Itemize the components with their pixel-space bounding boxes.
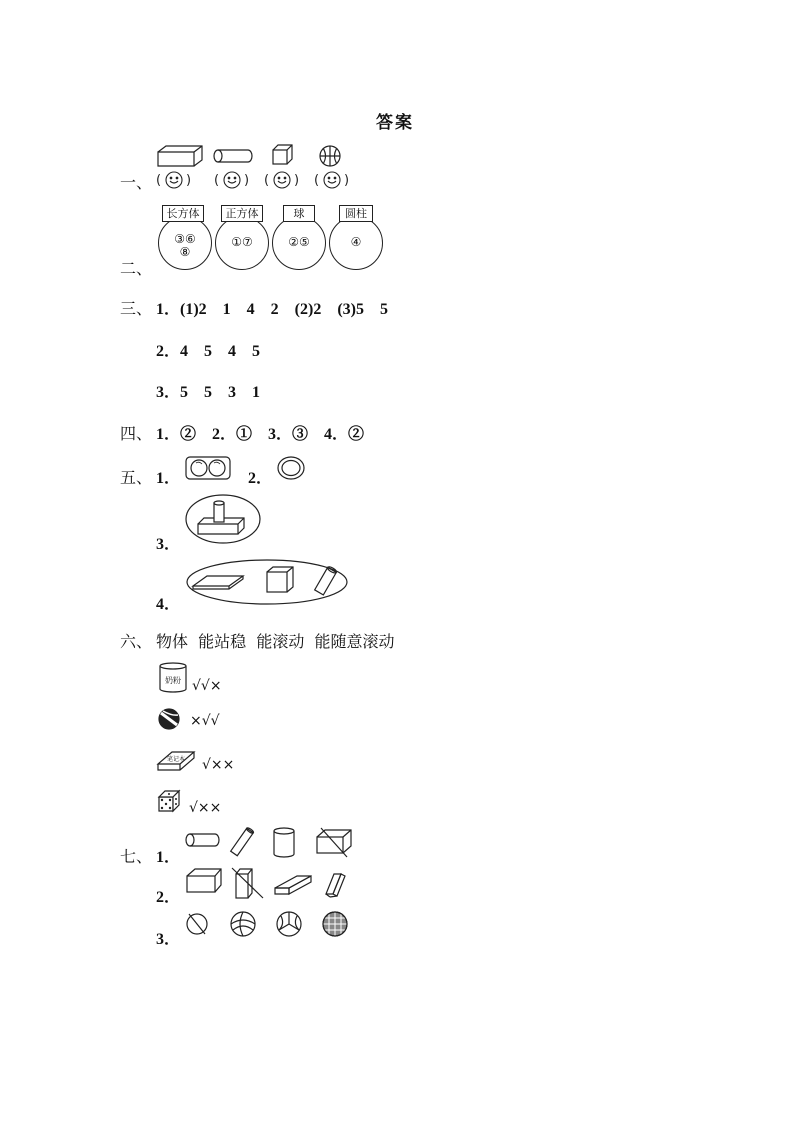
s5-answer-4 <box>185 558 349 610</box>
tilted-cylinder-icon <box>231 827 254 856</box>
s1-smiley-row <box>156 169 356 195</box>
s1-smiley-svg <box>156 169 356 191</box>
s5-marker: 五、 <box>120 468 153 487</box>
s6-row-1-marks: √√× <box>192 678 222 694</box>
s5-answer-2 <box>277 456 305 484</box>
s6-row-2-marks: ×√√ <box>190 713 220 729</box>
s7-n3: 3． <box>156 931 181 948</box>
s1-shapes-row <box>156 144 356 172</box>
flat-solids-group-icon <box>185 558 349 606</box>
svg-text:): ) <box>186 173 192 188</box>
s3-marker: 三、 <box>120 299 153 318</box>
s7-marker: 七、 <box>120 847 153 866</box>
notebook-icon <box>156 748 196 774</box>
svg-text:): ) <box>294 173 300 188</box>
s5-n2: 2． <box>248 470 273 487</box>
group-label-cylinder: 圆柱 <box>339 205 373 222</box>
two-circles-face-icon <box>185 456 231 480</box>
milk-can-label: 奶粉 <box>165 676 181 685</box>
s5-n1: 1． <box>156 470 181 487</box>
s3-line-2: 2．4 5 4 5 <box>156 343 261 360</box>
crossed-tall-cuboid-icon <box>232 868 263 898</box>
smiley-answer-2 <box>214 172 249 188</box>
s7-row-1-svg <box>185 826 357 858</box>
group-content-cuboid: ③⑥ ⑧ <box>174 232 196 259</box>
s6-marker: 六、 <box>120 632 153 651</box>
s1-marker: 一、 <box>120 173 153 192</box>
s7-row-2-shapes <box>185 866 357 904</box>
crossed-circle-icon <box>187 914 207 934</box>
group-circle-cylinder <box>329 216 383 270</box>
svg-text:(: ( <box>264 173 270 188</box>
s2-marker: 二、 <box>120 259 153 278</box>
milk-can-icon <box>158 662 188 694</box>
checkered-ball-icon <box>323 912 347 936</box>
s7-row-1-shapes <box>185 826 357 862</box>
s7-row-3-svg <box>185 910 357 940</box>
s5-n4: 4． <box>156 596 181 613</box>
s5-n3: 3． <box>156 536 181 553</box>
s6-row-3-icon <box>156 748 196 778</box>
group-label-cube: 正方体 <box>221 205 263 222</box>
smiley-answer-3 <box>264 172 299 188</box>
smiley-answer-1 <box>156 172 191 188</box>
s6-row-1-icon <box>158 662 188 698</box>
s7-n1: 1． <box>156 849 181 866</box>
s6-row-3-marks: √×× <box>202 757 235 773</box>
upright-cylinder-icon <box>274 828 294 857</box>
s6-row-4-icon <box>157 789 183 819</box>
svg-text:(: ( <box>314 173 320 188</box>
cuboid-icon <box>158 146 202 166</box>
s7-row-3-shapes <box>185 910 357 944</box>
s7-n2: 2． <box>156 889 181 906</box>
group-circle-cuboid <box>158 216 212 270</box>
s5-answer-1 <box>185 456 231 484</box>
smiley-answer-4 <box>314 172 349 188</box>
notebook-label: 笔记本 <box>166 756 186 763</box>
group-content-ball: ②⑤ <box>288 235 310 249</box>
s4-marker: 四、 <box>120 424 153 443</box>
group-content-cube: ①⑦ <box>231 235 253 249</box>
s6-row-2-icon <box>158 708 182 736</box>
crossed-cuboid-icon <box>317 828 351 857</box>
s3-line-3: 3．5 5 3 1 <box>156 384 261 401</box>
group-circle-ball <box>272 216 326 270</box>
s4-answers: 1．② 2．① 3．③ 4．② <box>156 426 365 443</box>
cylinder-icon <box>214 150 252 162</box>
s5-answer-3 <box>185 494 263 550</box>
group-circle-cube <box>215 216 269 270</box>
page-title: 答案 <box>376 113 414 133</box>
s6-row-4-marks: √×× <box>189 800 222 816</box>
ring-face-icon <box>277 456 305 480</box>
group-label-cuboid: 长方体 <box>162 205 204 222</box>
svg-text:(: ( <box>156 173 162 188</box>
prism-bar-icon <box>326 874 345 897</box>
lying-cylinder-icon <box>186 834 219 846</box>
s7-row-2-svg <box>185 866 357 900</box>
dice-icon <box>157 789 183 815</box>
s1-shapes-svg <box>156 144 356 168</box>
soccer-ball-icon <box>277 912 301 936</box>
cuboid-icon <box>187 869 221 892</box>
svg-text:): ) <box>344 173 350 188</box>
stacked-solids-icon <box>185 494 263 546</box>
striped-ball-icon <box>158 708 182 732</box>
svg-text:(: ( <box>214 173 220 188</box>
s3-line-1: 1．(1)2 1 4 2 (2)2 (3)5 5 <box>156 301 388 318</box>
svg-text:): ) <box>244 173 250 188</box>
group-label-ball: 球 <box>283 205 315 222</box>
long-bar-icon <box>275 876 311 894</box>
volleyball-icon <box>231 912 255 936</box>
basketball-icon <box>320 146 340 166</box>
s6-header: 物体 能站稳 能滚动 能随意滚动 <box>156 632 395 651</box>
group-content-cylinder: ④ <box>350 235 362 249</box>
cube-icon <box>273 145 292 164</box>
